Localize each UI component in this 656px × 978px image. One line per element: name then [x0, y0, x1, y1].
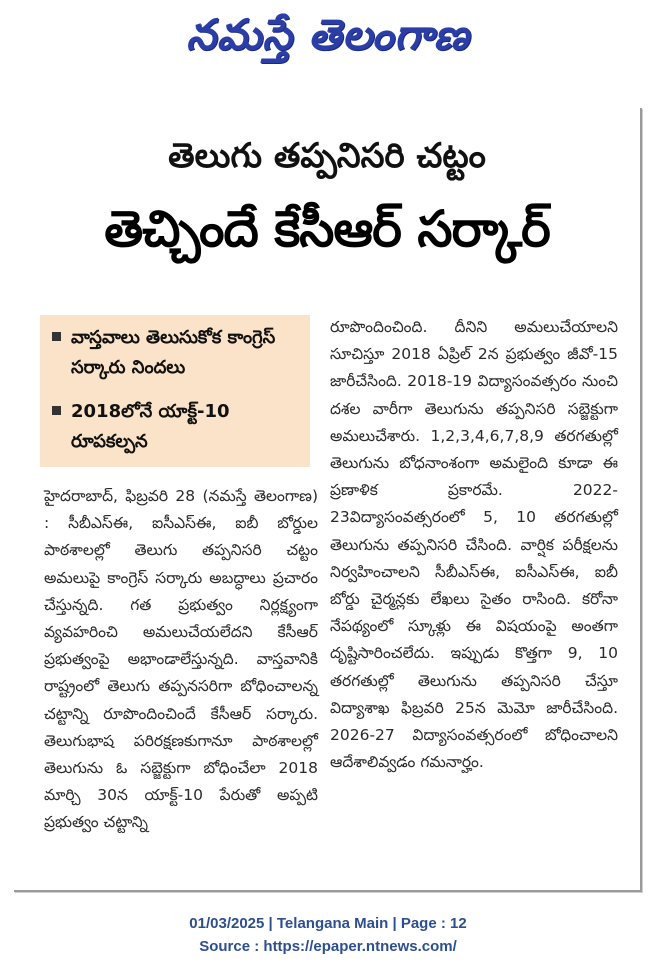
article-clipping — [14, 108, 642, 892]
highlight-text: 2018లోనే యాక్ట్-10 రూపకల్పన — [71, 401, 230, 452]
square-bullet-icon — [52, 406, 61, 415]
newspaper-masthead — [0, 0, 656, 80]
article-kicker: తెలుగు తప్పనిసరి చట్టం — [168, 136, 486, 176]
article-body-right-column: రూపొందించింది. దీనిని అమలుచేయాలని సూచిస్తూ 2018 ఏప్రిల్ 2న ప్రభుత్వం జీవో-15 జారీచేసింది. 2018-19 విద్యాసంవత్సరం నుంచి దశల వారీగా తెలుగును తప్పనిసరి సబ్జెక్టుగా అమలుచేశారు. 1,2,3,4,6,7,8,9 తరగతుల్లో తెలుగును బోధనాంశంగా అమలైంది కూడా ఈ ప్రణాళిక ప్రకారమే. 2022-23విద్యాసంవత్సరంలో 5, 10 తరగతుల్లో తెలుగును తప్పనిసరి చేసింది. వార్షిక పరీక్షలను నిర్వహించాలని సీబీఎస్ఈ, ఐసీఎస్ఈ, ఐబీ బోర్డు చైర్మన్లకు లేఖలు సైతం రాసింది. కరోనా నేపథ్యంలో స్కూళ్లు ఈ విషయంపై అంతగా దృష్టిసారించలేదు. ఇప్పుడు కొత్తగా 9, 10 తరగతుల్లో తెలుగును తప్పనిసరి చేస్తూ విద్యాశాఖ ఫిబ్రవరి 25న మెమో జారీచేసింది. 2026-27 విద్యాసంవత్సరంలో బోధించాలని ఆదేశాలివ్వడం గమనార్హం. — [330, 318, 618, 772]
article-body-left-column: హైదరాబాద్, ఫిబ్రవరి 28 (నమస్తే తెలంగాణ) : సీబీఎస్ఈ, ఐసీఎస్ఈ, ఐబీ బోర్డుల పాఠశాలల్లో తెలుగు తప్పనిసరి చట్టం అమలుపై కాంగ్రెస్ సర్కారు అబద్ధాలు ప్రచారం చేస్తున్నది. గత ప్రభుత్వం నిర్లక్ష్యంగా వ్యవహరించి అమలుచేయలేదని కేసీఆర్ ప్రభుత్వంపై అభాండాలేస్తున్నది. వాస్తవానికి రాష్ట్రంలో తెలుగు తప్పనసరిగా బోధించాలన్న చట్టాన్ని రూపొందించిందే కేసీఆర్ సర్కారు. తెలుగుభాష పరిరక్షణకుగానూ పాఠశాలల్లో తెలుగును ఓ సబ్జెక్టుగా బోధించేలా 2018 మార్చి 30న యాక్ట్-10 పేరుతో అప్పటి ప్రభుత్వం చట్టాన్ని — [44, 487, 318, 832]
highlight-item — [52, 323, 300, 383]
highlight-text: వాస్తవాలు తెలుసుకోక కాంగ్రెస్ సర్కారు నిందలు — [71, 327, 276, 378]
source-info: Source : https://epaper.ntnews.com/ — [199, 938, 457, 955]
article-headline: తెచ్చిందే కేసీఆర్ సర్కార్ — [104, 200, 550, 258]
masthead-title: నమస్తే తెలంగాణ — [186, 10, 470, 59]
page-footer — [0, 912, 656, 958]
edition-info: 01/03/2025 | Telangana Main | Page : 12 — [189, 915, 467, 932]
highlight-item — [52, 397, 300, 457]
highlights-box — [40, 315, 310, 467]
square-bullet-icon — [52, 332, 61, 341]
